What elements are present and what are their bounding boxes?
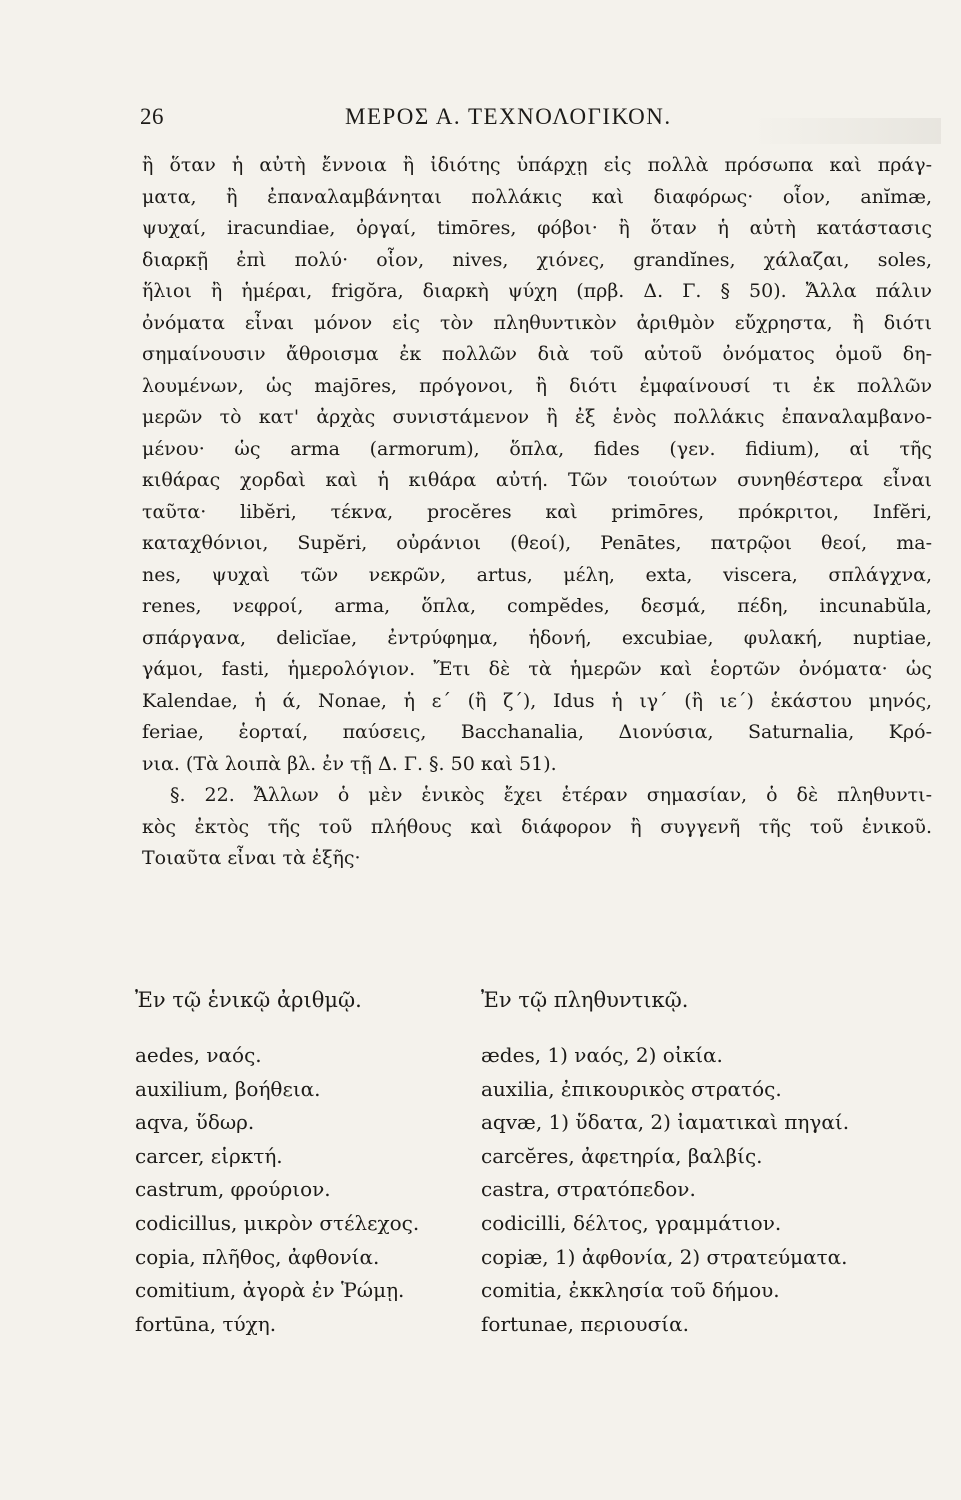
plural-entry: auxilia, ἐπικουρικὸς στρατός. <box>481 1076 782 1101</box>
text-line: ὀνόματα εἶναι μόνον εἰς τὸν πληθυντικὸν ἀριθμὸν εὔχρηστα, ἢ διότι <box>142 311 932 334</box>
text-line: ἥλιοι ἢ ἡμέραι, frigŏra, διαρκὴ ψύχη (πρβ. Δ. Γ. § 50). Ἄλλα πάλιν <box>142 280 932 302</box>
singular-entry: codicillus, μικρὸν στέλεχος. <box>135 1210 420 1235</box>
plural-entry: codicilli, δέλτος, γραμμάτιον. <box>481 1210 782 1235</box>
table-row <box>135 1077 935 1111</box>
plural-entry: carcĕres, ἀφετηρία, βαλβίς. <box>481 1143 763 1168</box>
plural-entry: ædes, 1) ναός, 2) οἰκία. <box>481 1043 723 1067</box>
plural-entry: fortunae, περιουσία. <box>481 1311 689 1336</box>
section-22-start: §. 22. Ἄλλων ὁ μὲν ἑνικὸς ἔχει ἑτέραν σημασίαν, ὁ δὲ πληθυντι- <box>170 784 932 806</box>
singular-entry: aqva, ὕδωρ. <box>135 1110 255 1135</box>
text-line: γάμοι, fasti, ἡμερολόγιον. Ἔτι δὲ τὰ ἡμερῶν καὶ ἑορτῶν ὀνόματα· ὡς <box>142 658 932 680</box>
singular-entry: comitium, ἀγορὰ ἐν Ῥώμῃ. <box>135 1278 405 1303</box>
text-line: feriae, ἑορταί, παύσεις, Bacchanalia, Διονύσια, Saturnalia, Κρό- <box>142 721 932 743</box>
text-line: μερῶν τὸ κατ' ἀρχὰς συνιστάμενον ἢ ἐξ ἑνὸς πολλάκις ἐπαναλαμβανο- <box>142 406 932 428</box>
text-line: σημαίνουσιν ἄθροισμα ἐκ πολλῶν διὰ τοῦ αὐτοῦ ὀνόματος ὁμοῦ δη- <box>142 343 932 365</box>
singular-entry: auxilium, βοήθεια. <box>135 1076 321 1101</box>
plural-column-header: Ἐν τῷ πληθυντικῷ. <box>481 988 689 1012</box>
singular-entry: aedes, ναός. <box>135 1043 262 1067</box>
text-line: nes, ψυχαὶ τῶν νεκρῶν, artus, μέλη, exta, viscera, σπλάγχνα, <box>142 563 932 586</box>
text-line: νια. (Τὰ λοιπὰ βλ. ἐν τῇ Δ. Γ. §. 50 καὶ 51). <box>142 752 557 775</box>
plural-entry: aqvæ, 1) ὕδατα, 2) ἰαματικαὶ πηγαί. <box>481 1110 850 1135</box>
text-line: διαρκῇ ἐπὶ πολύ· οἷον, nives, χιόνες, grandĭnes, χάλαζαι, soles, <box>142 248 932 271</box>
vocab-table-header <box>135 988 935 1022</box>
text-line: κιθάρας χορδαὶ καὶ ἡ κιθάρα αὐτή. Τῶν τοιούτων συνηθέστερα εἶναι <box>142 469 932 491</box>
table-row <box>135 1043 935 1077</box>
body-text <box>142 150 932 875</box>
table-row <box>135 1177 935 1211</box>
singular-entry: fortūna, τύχη. <box>135 1311 277 1336</box>
plural-entry: castra, στρατόπεδον. <box>481 1177 696 1202</box>
text-line: σπάργανα, delicĭae, ἐντρύφημα, ἡδονή, excubiae, φυλακή, nuptiae, <box>142 626 932 649</box>
plural-entry: comitia, ἐκκλησία τοῦ δήμου. <box>481 1278 780 1303</box>
text-line: ματα, ἢ ἐπαναλαμβάνηται πολλάκις καὶ διαφόρως· οἷον, anĭmæ, <box>142 185 932 208</box>
vocab-table <box>135 1043 935 1345</box>
page-header-title: ΜΕΡΟΣ Α. ΤΕΧΝΟΛΟΓΙΚΟΝ. <box>345 104 672 129</box>
singular-entry: castrum, φρούριον. <box>135 1177 331 1202</box>
text-line: κὸς ἐκτὸς τῆς τοῦ πλήθους καὶ διάφορον ἢ συγγενῆ τῆς τοῦ ἑνικοῦ. <box>142 815 932 838</box>
text-line: Kalendae, ἡ ά, Nonae, ἡ ε΄ (ἢ ζ΄), Idus ἡ ιγ΄ (ἢ ιε΄) ἑκάστου μηνός, <box>142 689 932 712</box>
running-head <box>140 104 920 140</box>
singular-column-header: Ἐν τῷ ἑνικῷ ἀριθμῷ. <box>135 988 362 1012</box>
table-row <box>135 1144 935 1178</box>
text-line: ψυχαί, iracundiae, ὀργαί, timōres, φόβοι· ἢ ὅταν ἡ αὐτὴ κατάστασις <box>142 217 932 239</box>
text-line: καταχθόνιοι, Supĕri, οὐράνιοι (θεοί), Penātes, πατρῷοι θεοί, ma- <box>142 532 932 554</box>
text-line: ἢ ὅταν ἡ αὐτὴ ἔννοια ἢ ἰδιότης ὑπάρχῃ εἰς πολλὰ πρόσωπα καὶ πράγ- <box>142 154 932 176</box>
plural-entry: copiæ, 1) ἀφθονία, 2) στρατεύματα. <box>481 1244 848 1269</box>
table-row <box>135 1278 935 1312</box>
table-row <box>135 1312 935 1346</box>
text-line: renes, νεφροί, arma, ὅπλα, compĕdes, δεσμά, πέδη, incunabŭla, <box>142 595 932 617</box>
text-line: λουμένων, ὡς majōres, πρόγονοι, ἢ διότι ἐμφαίνουσί τι ἐκ πολλῶν <box>142 374 932 397</box>
table-row <box>135 1245 935 1279</box>
text-line: ταῦτα· libĕri, τέκνα, procĕres καὶ primōres, πρόκριτοι, Infĕri, <box>142 500 932 523</box>
text-line: Τοιαῦτα εἶναι τὰ ἑξῆς· <box>142 847 361 869</box>
text-line: μένου· ὡς arma (armorum), ὅπλα, fides (γεν. fidium), αἱ τῆς <box>142 437 932 460</box>
singular-entry: copia, πλῆθος, ἀφθονία. <box>135 1244 380 1269</box>
page-number: 26 <box>140 104 164 129</box>
table-row <box>135 1211 935 1245</box>
table-row <box>135 1110 935 1144</box>
singular-entry: carcer, εἱρκτή. <box>135 1143 283 1168</box>
